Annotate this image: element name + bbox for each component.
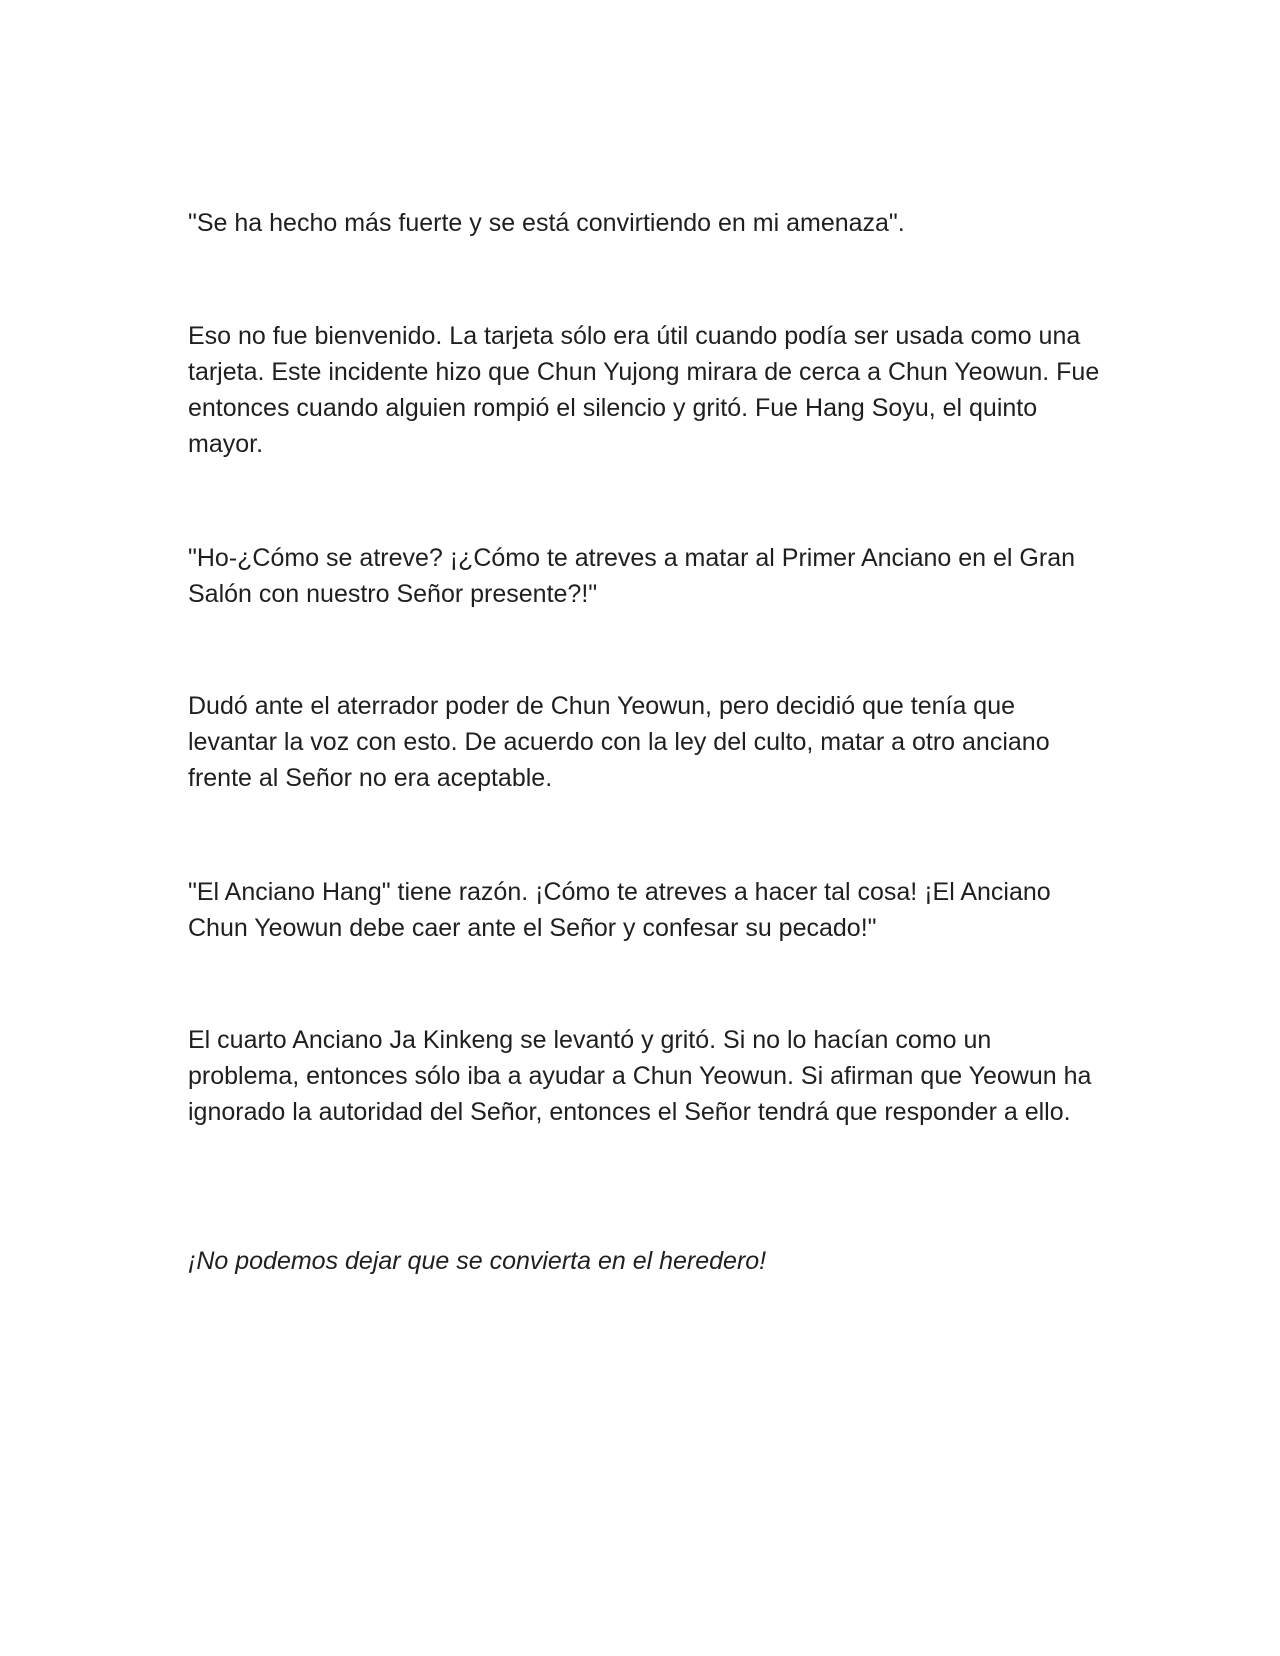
paragraph-quote-threat: "Se ha hecho más fuerte y se está convirtiendo en mi amenaza".	[188, 209, 905, 237]
paragraph-narration-law: Dudó ante el aterrador poder de Chun Yeowun, pero decidió que tenía que levantar la voz con esto. De acuerdo con la ley del culto, matar a otro anciano frente al Señor no era aceptable.	[188, 692, 1050, 792]
paragraph-quote-hang-soyu: "Ho-¿Cómo se atreve? ¡¿Cómo te atreves a matar al Primer Anciano en el Gran Salón con nuestro Señor presente?!"	[188, 544, 1075, 608]
paragraph-narration-ja-kinkeng: El cuarto Anciano Ja Kinkeng se levantó y gritó. Si no lo hacían como un problema, entonces sólo iba a ayudar a Chun Yeowun. Si afirman que Yeowun ha ignorado la autoridad del Señor, entonces el Señor tendrá que responder a ello.	[188, 1026, 1092, 1126]
paragraph-narration-card: Eso no fue bienvenido. La tarjeta sólo era útil cuando podía ser usada como una tarjeta. Este incidente hizo que Chun Yujong mirara de cerca a Chun Yeowun. Fue entonces cuando alguien rompió el silencio y gritó. Fue Hang Soyu, el quinto mayor.	[188, 322, 1100, 458]
paragraph-thought-heir: ¡No podemos dejar que se convierta en el heredero!	[188, 1247, 767, 1275]
paragraph-quote-elder-hang: "El Anciano Hang" tiene razón. ¡Cómo te atreves a hacer tal cosa! ¡El Anciano Chun Yeowun debe caer ante el Señor y confesar su pecado!"	[188, 878, 1051, 942]
